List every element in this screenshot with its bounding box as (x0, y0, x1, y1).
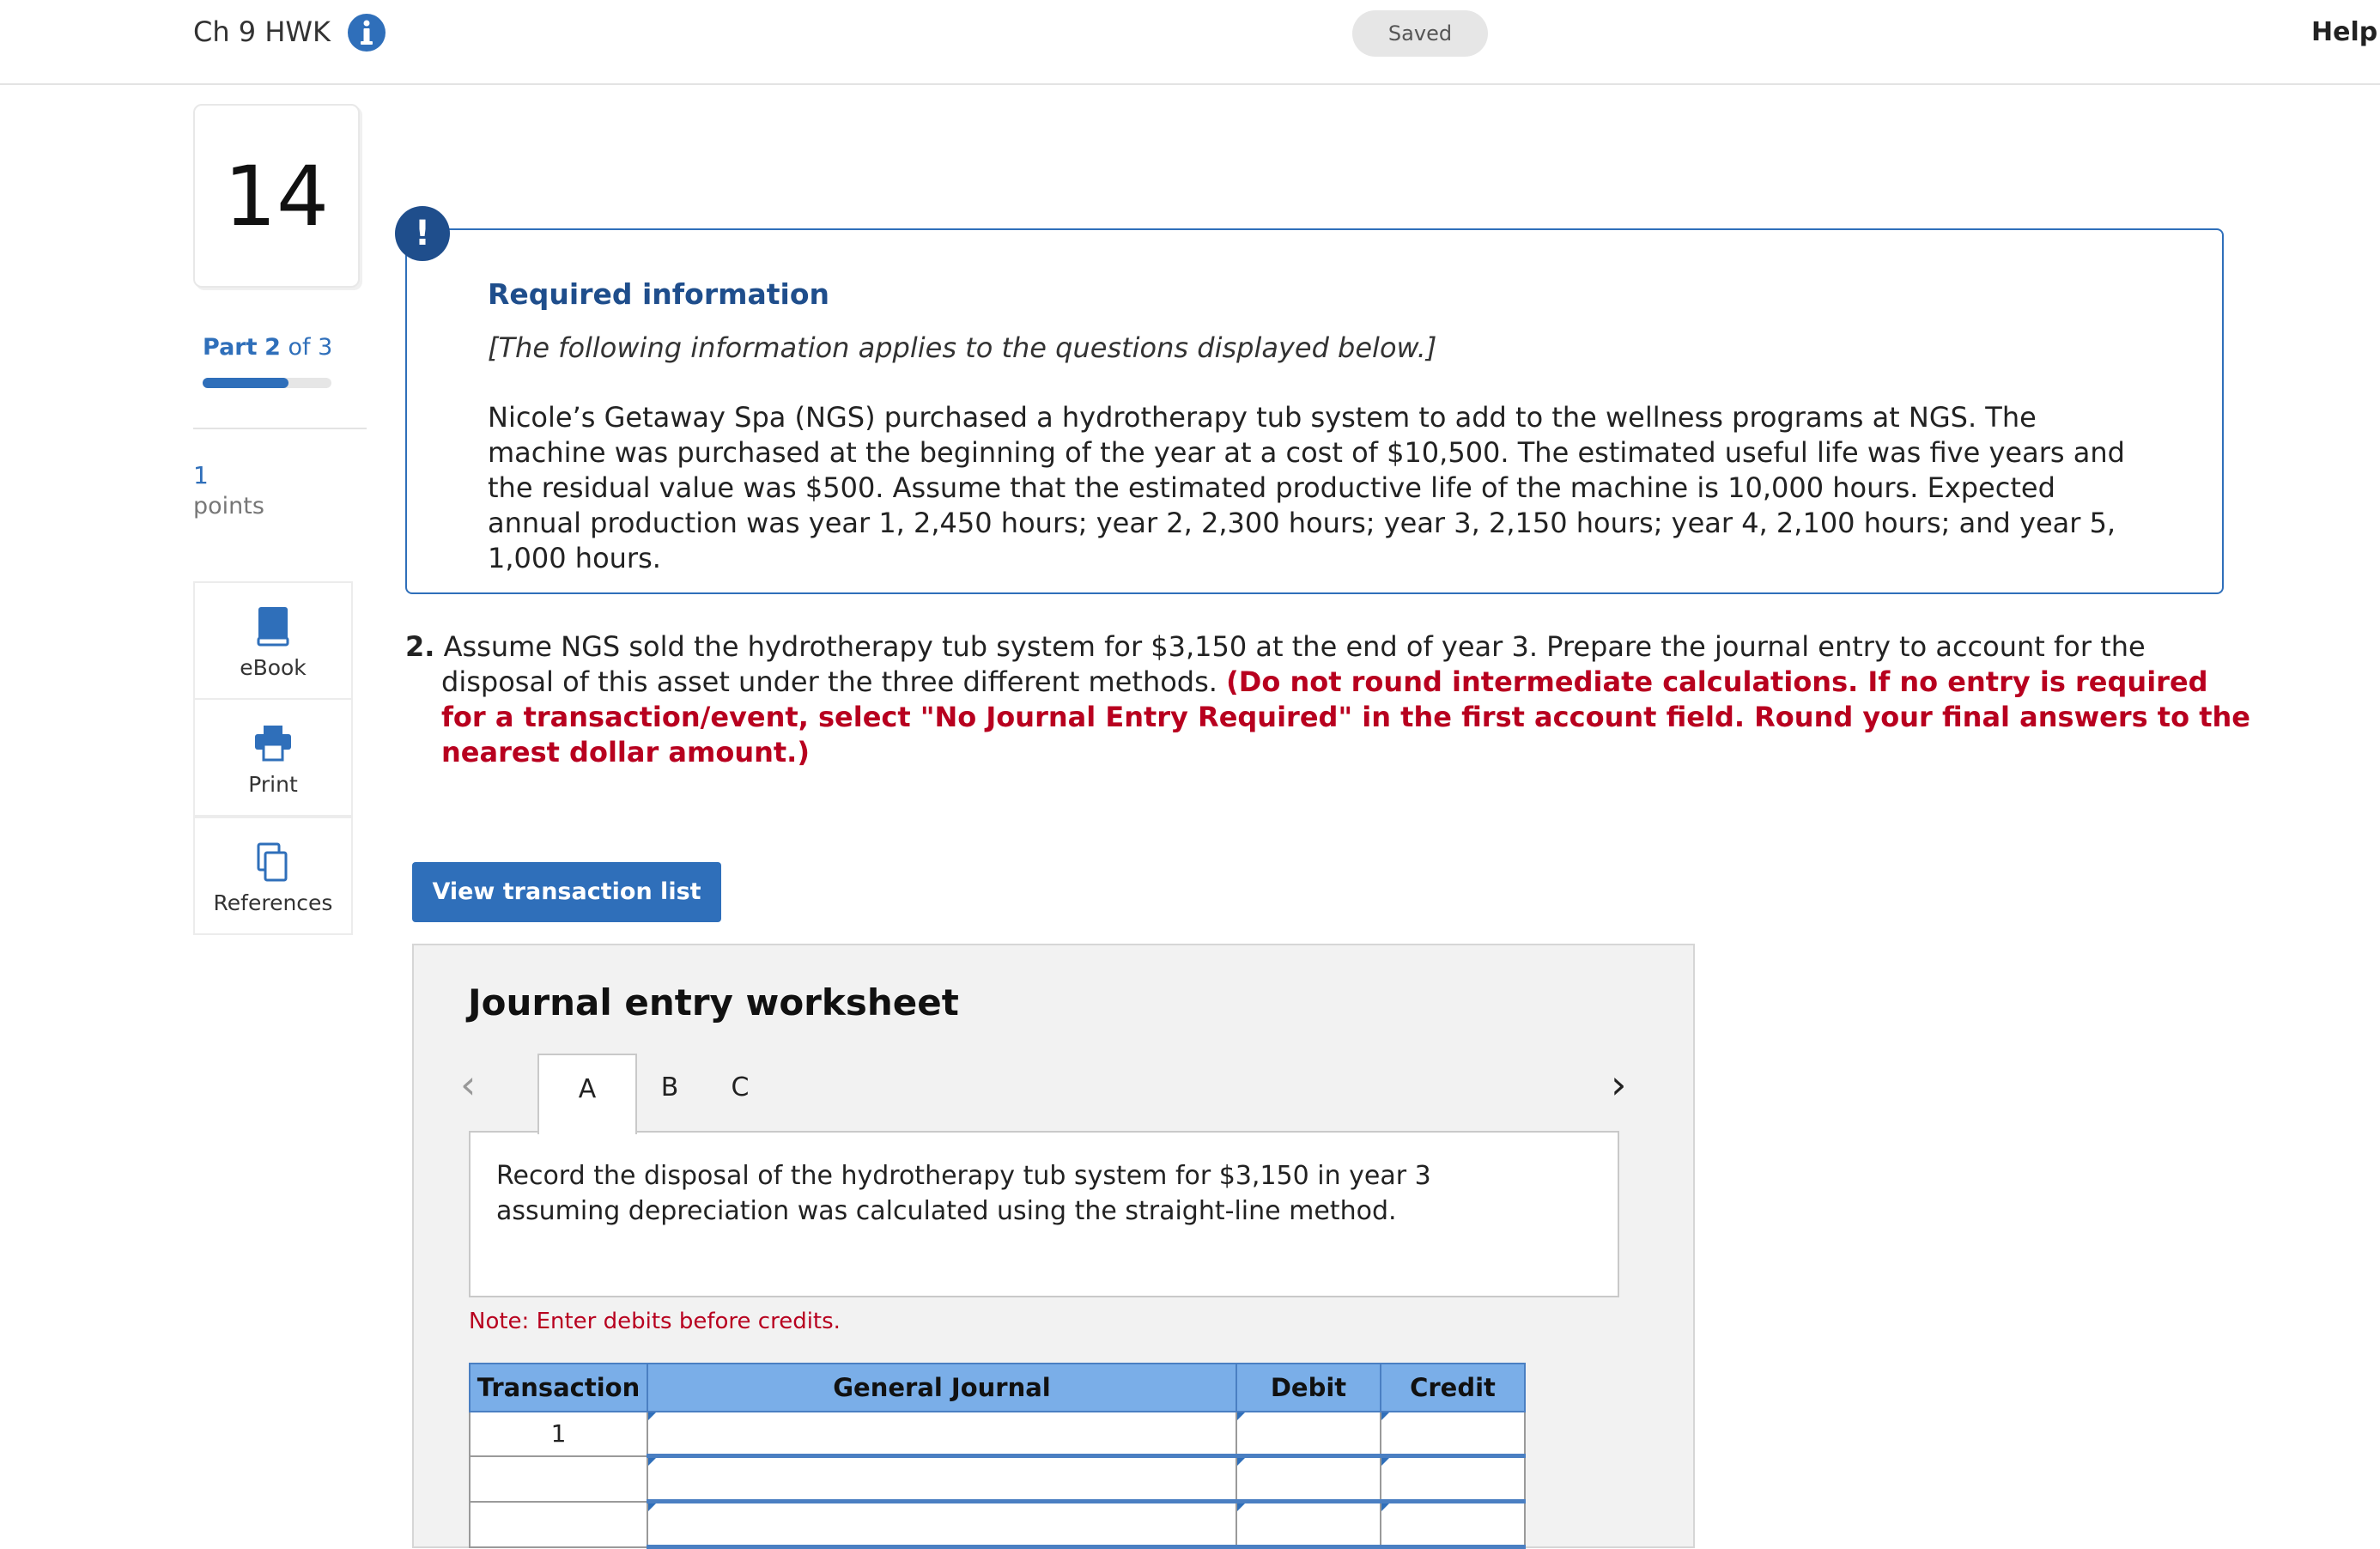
info-icon[interactable] (347, 13, 386, 52)
part-progress-bar (203, 378, 331, 388)
references-label: References (213, 890, 333, 915)
debit-input[interactable] (1236, 1502, 1381, 1547)
book-icon (252, 605, 294, 648)
input-marker-icon (1237, 1458, 1245, 1466)
view-transaction-list-button[interactable]: View transaction list (412, 862, 721, 922)
question-number-card (193, 104, 360, 288)
credit-input[interactable] (1381, 1412, 1525, 1456)
references-icon (252, 841, 294, 884)
column-header-transaction: Transaction (470, 1364, 647, 1412)
table-row (470, 1456, 1525, 1502)
column-header-general-journal: General Journal (647, 1364, 1236, 1412)
transaction-cell (470, 1502, 647, 1547)
question-text (405, 629, 2253, 770)
debit-input[interactable] (1236, 1412, 1381, 1456)
credit-input[interactable] (1381, 1502, 1525, 1547)
points-label: points (193, 493, 264, 519)
help-link[interactable]: Help (2311, 17, 2378, 47)
required-info-title: Required information (488, 277, 829, 311)
question-instruction: (Do not round intermediate calculations. If no entry is required for a transaction/event, select "No Journal Entry Required" in the first account field. Round your final answers to the nearest dollar amount.) (441, 665, 2250, 768)
transaction-cell (470, 1456, 647, 1502)
print-button[interactable] (193, 698, 353, 817)
saved-status-badge: Saved (1352, 10, 1488, 57)
points-value: 1 (193, 461, 209, 489)
journal-table (469, 1363, 1526, 1549)
dropdown-marker-icon (648, 1412, 656, 1420)
debit-input[interactable] (1236, 1456, 1381, 1502)
part-current: 2 (264, 334, 281, 361)
journal-entry-worksheet (412, 944, 1695, 1548)
input-marker-icon (1237, 1503, 1245, 1511)
tab-a[interactable]: A (537, 1054, 637, 1134)
worksheet-title: Journal entry worksheet (468, 981, 959, 1024)
table-row (470, 1412, 1525, 1456)
account-select[interactable] (647, 1502, 1236, 1547)
ebook-button[interactable] (193, 581, 353, 700)
question-number: 14 (223, 149, 330, 245)
input-marker-icon (1381, 1412, 1389, 1420)
transaction-cell: 1 (470, 1412, 647, 1456)
required-info-body: Nicole’s Getaway Spa (NGS) purchased a hydrotherapy tub system to add to the wellness programs at NGS. The machine was purchased at the beginning of the year at a cost of $10,500. The estimated useful life was five years and the residual value was $500. Assume that the estimated productive life of the machine is 10,000 hours. Expected annual production was year 1, 2,450 hours; year 2, 2,300 hours; year 3, 2,150 hours; year 4, 2,100 hours; and year 5, 1,000 hours. (488, 401, 2125, 574)
dropdown-marker-icon (648, 1458, 656, 1466)
worksheet-instruction-panel (469, 1131, 1619, 1297)
dropdown-marker-icon (648, 1503, 656, 1511)
input-marker-icon (1237, 1412, 1245, 1420)
input-marker-icon (1381, 1458, 1389, 1466)
question-part-number: 2. (405, 630, 435, 663)
assignment-title: Ch 9 HWK (193, 15, 331, 48)
top-bar (0, 0, 2380, 85)
part-indicator (203, 334, 332, 361)
chevron-left-icon[interactable]: ‹ (460, 1061, 477, 1108)
part-total: of 3 (288, 334, 333, 361)
tab-b[interactable]: B (660, 1072, 679, 1103)
required-info-subtitle: [The following information applies to the questions displayed below.] (488, 331, 1437, 364)
account-select[interactable] (647, 1456, 1236, 1502)
printer-icon (252, 722, 294, 765)
column-header-credit: Credit (1381, 1364, 1525, 1412)
part-progress-fill (203, 378, 288, 388)
table-row (470, 1502, 1525, 1547)
credit-input[interactable] (1381, 1456, 1525, 1502)
divider (193, 428, 367, 429)
tab-c[interactable]: C (731, 1072, 750, 1103)
account-select[interactable] (647, 1412, 1236, 1456)
print-label: Print (248, 772, 298, 797)
references-button[interactable] (193, 817, 353, 935)
question-prompt: Assume NGS sold the hydrotherapy tub system for $3,150 at the end of year 3. Prepare the journal entry to account for the disposal of this asset under the three different methods. (441, 630, 2146, 698)
exclamation-icon: ! (395, 206, 450, 261)
ebook-label: eBook (240, 655, 307, 680)
worksheet-instruction: Record the disposal of the hydrotherapy tub system for $3,150 in year 3 assuming depreciation was calculated using the straight-line method. (496, 1161, 1431, 1226)
chevron-right-icon[interactable]: › (1611, 1061, 1627, 1108)
part-label: Part (203, 334, 258, 361)
input-marker-icon (1381, 1503, 1389, 1511)
column-header-debit: Debit (1236, 1364, 1381, 1412)
worksheet-note: Note: Enter debits before credits. (469, 1309, 841, 1334)
